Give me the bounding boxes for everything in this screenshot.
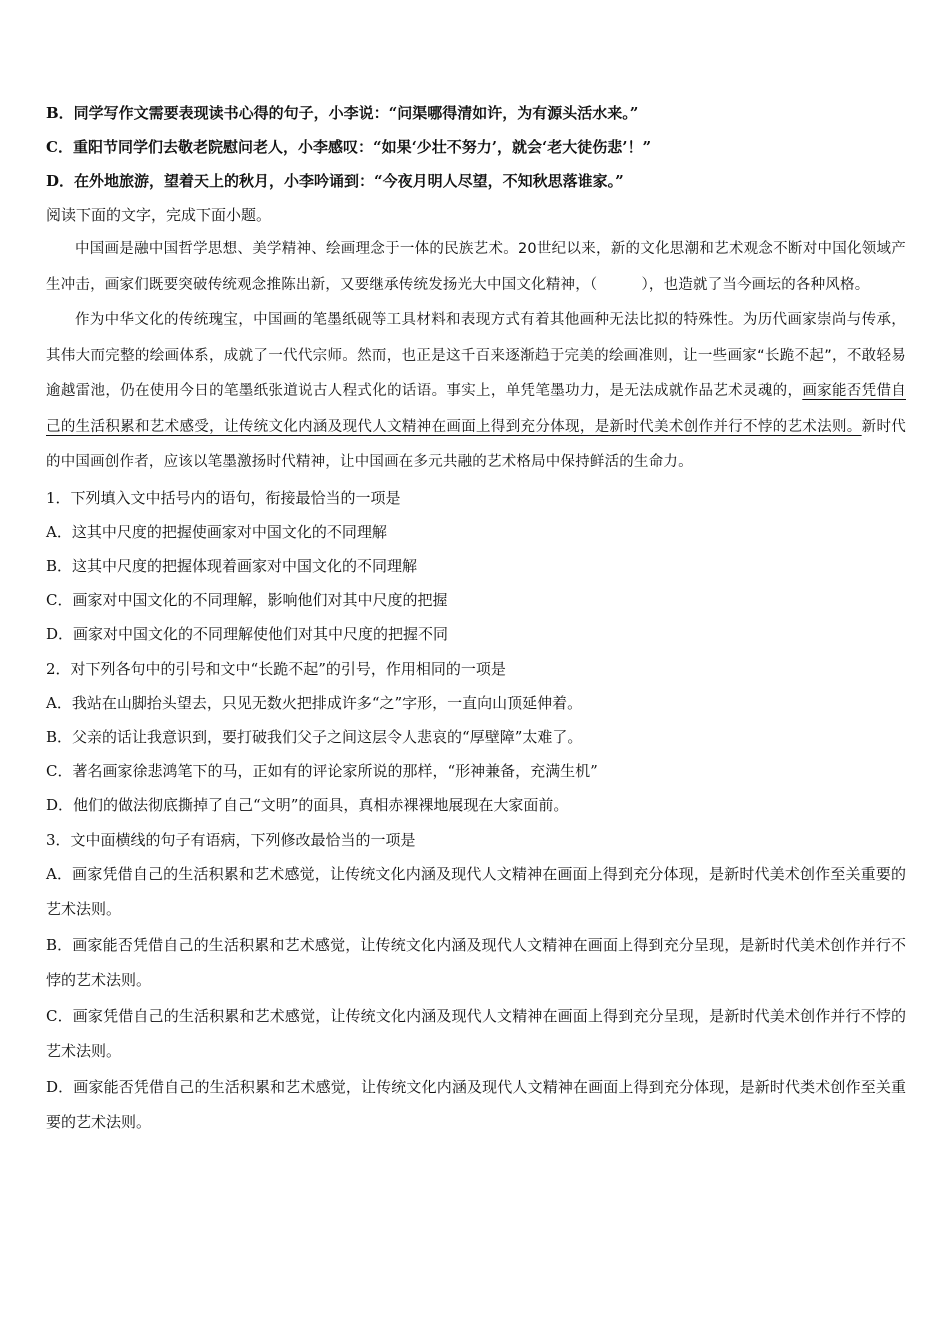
question-1-option-a: A．这其中尺度的把握使画家对中国文化的不同理解 — [46, 522, 387, 541]
question-3 — [46, 823, 906, 1141]
previous-question-options — [46, 96, 906, 198]
document-page — [46, 96, 906, 1141]
prev-option-d: D．在外地旅游，望着天上的秋月，小李吟诵到：“今夜月明人尽望，不知秋思落谁家。” — [46, 172, 624, 190]
question-2-option-b: B．父亲的话让我意识到，要打破我们父子之间这层令人悲哀的“厚壁障”太难了。 — [46, 727, 583, 746]
reading-passage — [46, 232, 906, 481]
question-1-option-c: C．画家对中国文化的不同理解，影响他们对其中尺度的把握 — [46, 591, 448, 610]
question-2-stem: 2．对下列各句中的引号和文中“长跪不起”的引号，作用相同的一项是 — [46, 659, 506, 678]
question-1-option-b: B．这其中尺度的把握体现着画家对中国文化的不同理解 — [46, 556, 418, 575]
question-2-option-d: D．他们的做法彻底撕掉了自己“文明”的面具，真相赤裸裸地展现在大家面前。 — [46, 796, 569, 815]
question-3-option-c: C．画家凭借自己的生活积累和艺术感觉，让传统文化内涵及现代人文精神在画面上得到充分呈现，是新时代美术创作并行不悖的艺术法则。 — [46, 1006, 906, 1061]
question-2 — [46, 652, 906, 823]
prev-option-c: C．重阳节同学们去敬老院慰问老人，小李感叹：“如果‘少壮不努力’，就会‘老大徒伤悲’！” — [46, 138, 652, 156]
prev-option-b: B．同学写作文需要表现读书心得的句子，小李说：“问渠哪得清如许，为有源头活水来。” — [46, 104, 639, 122]
passage-text-after-underline: 新时代的中国画创作者，应该以笔墨激扬时代精神，让中国画在多元共融的艺术格局中保持鲜活的生命力。 — [46, 418, 906, 470]
passage-paragraph-2 — [46, 303, 906, 481]
underlined-sentence: 画家能否凭借自己的生活积累和艺术感受，让传统文化内涵及现代人文精神在画面上得到充分体现，是新时代美术创作并行不悖的艺术法则。 — [46, 383, 906, 435]
question-1 — [46, 481, 906, 652]
question-3-stem: 3．文中面横线的句子有语病，下列修改最恰当的一项是 — [46, 830, 416, 849]
question-2-option-c: C．著名画家徐悲鸿笔下的马，正如有的评论家所说的那样，“形神兼备，充满生机” — [46, 762, 598, 781]
question-3-option-a: A．画家凭借自己的生活积累和艺术感觉，让传统文化内涵及现代人文精神在画面上得到充分体现，是新时代美术创作至关重要的艺术法则。 — [46, 864, 906, 919]
question-3-option-b: B．画家能否凭借自己的生活积累和艺术感觉，让传统文化内涵及现代人文精神在画面上得到充分呈现，是新时代美术创作并行不悖的艺术法则。 — [46, 935, 906, 990]
reading-instruction: 阅读下面的文字，完成下面小题。 — [46, 206, 272, 224]
question-2-option-a: A．我站在山脚抬头望去，只见无数火把排成许多“之”字形，一直向山顶延伸着。 — [46, 693, 583, 712]
question-1-option-d: D．画家对中国文化的不同理解使他们对其中尺度的把握不同 — [46, 625, 449, 644]
passage-paragraph-1: 中国画是融中国哲学思想、美学精神、绘画理念于一体的民族艺术。20世纪以来，新的文化思潮和艺术观念不断对中国化领域产生冲击，画家们既要突破传统观念推陈出新，又要继承传统发扬光大中国文化精神，（ ），也造就了当今画坛的各种风格。 — [46, 241, 906, 293]
question-3-option-d: D．画家能否凭借自己的生活积累和艺术感觉，让传统文化内涵及现代人文精神在画面上得到充分体现，是新时代类术创作至关重要的艺术法则。 — [46, 1077, 906, 1132]
passage-text-before-underline: 作为中华文化的传统瑰宝，中国画的笔墨纸砚等工具材料和表现方式有着其他画种无法比拟的特殊性。为历代画家崇尚与传承，其伟大而完整的绘画体系，成就了一代代宗师。然而，也正是这千百来逐渐趋于完美的绘画准则，让一些画家“长跪不起”，不敢轻易逾越雷池，仍在使用今日的笔墨纸张道说古人程式化的话语。事实上，单凭笔墨功力，是无法成就作品艺术灵魂的， — [46, 312, 906, 399]
question-1-stem: 1．下列填入文中括号内的语句，衔接最恰当的一项是 — [46, 488, 401, 507]
